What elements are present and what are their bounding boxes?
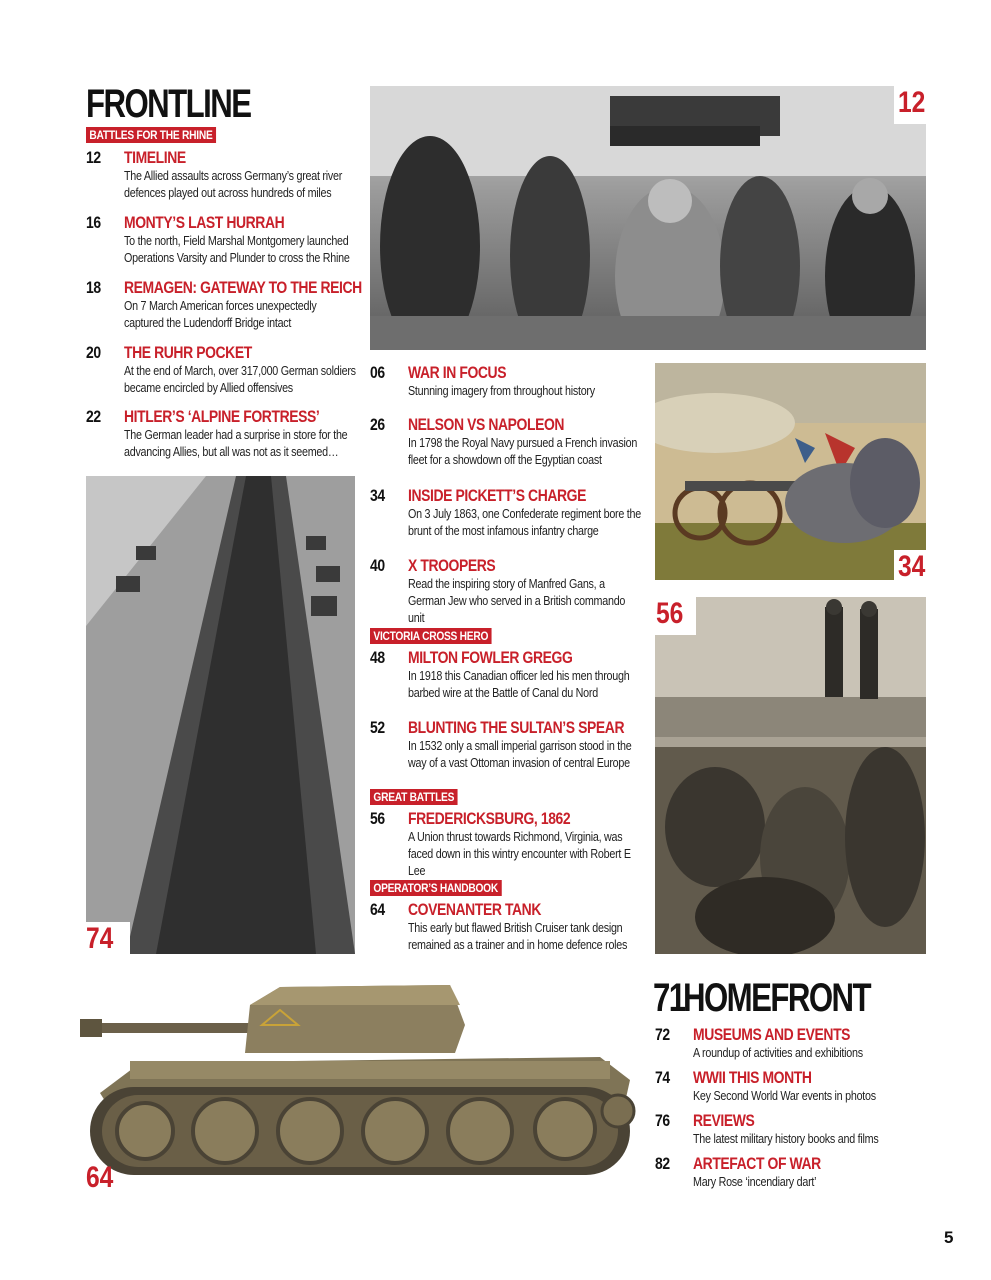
entry-page-number: 12 [86,148,101,167]
entry-title[interactable]: INSIDE PICKETT’S CHARGE [408,486,587,505]
victoria-cross-hero-tag: VICTORIA CROSS HERO [370,628,492,644]
toc-entry[interactable] [655,1025,935,1067]
entry-title[interactable]: REMAGEN: GATEWAY TO THE REICH [124,278,362,297]
entry-description: Key Second World War events in photos [693,1089,876,1103]
entry-page-number: 34 [370,486,385,505]
entry-title[interactable]: MILTON FOWLER GREGG [408,648,573,667]
entry-page-number: 48 [370,648,385,667]
toc-entry[interactable] [370,486,645,546]
entry-description: Stunning imagery from throughout history [408,384,595,398]
entry-page-number: 18 [86,278,101,297]
photo-badge [652,597,696,635]
fredericksburg-photo[interactable] [655,597,926,954]
entry-title[interactable]: FREDERICKSBURG, 1862 [408,809,571,828]
toc-entry[interactable] [86,343,366,403]
photo-page-number: 12 [898,86,926,119]
entry-title[interactable]: COVENANTER TANK [408,900,541,919]
entry-page-number: 52 [370,718,385,737]
toc-entry[interactable] [370,648,645,708]
entry-description: The latest military history books and films [693,1132,879,1146]
entry-title[interactable]: MONTY’S LAST HURRAH [124,213,285,232]
pickett-charge-painting[interactable] [655,363,926,583]
churchill-rhine-crossing-photo[interactable] [370,86,926,350]
photo-page-number: 56 [656,597,684,630]
entry-page-number: 26 [370,415,385,434]
toc-entry[interactable] [86,407,366,467]
toc-entry[interactable] [370,556,645,625]
entry-page-number: 16 [86,213,101,232]
entry-description: At the end of March, over 317,000 German soldiers became encircled by Allied offensives [124,364,356,395]
great-battles-tag: GREAT BATTLES [370,789,458,805]
entry-title[interactable]: THE RUHR POCKET [124,343,252,362]
entry-title[interactable]: HITLER’S ‘ALPINE FORTRESS’ [124,407,320,426]
entry-description: On 7 March American forces unexpectedly captured the Ludendorff Bridge intact [124,299,317,330]
toc-entry[interactable] [655,1111,935,1153]
entry-page-number: 64 [370,900,385,919]
entry-page-number: 76 [655,1111,670,1130]
entry-title[interactable]: BLUNTING THE SULTAN’S SPEAR [408,718,625,737]
entry-title[interactable]: ARTEFACT OF WAR [693,1154,821,1173]
frontline-title: FRONTLINE [86,82,251,126]
toc-entry[interactable] [370,363,645,405]
toc-entry[interactable] [86,278,366,338]
photo-page-number: 64 [86,1161,114,1194]
toc-entry[interactable] [370,809,645,878]
entry-description: To the north, Field Marshal Montgomery launched Operations Varsity and Plunder to cross the Rhine [124,234,350,265]
toc-entry[interactable] [370,718,645,778]
homefront-page-number: 71 [653,976,685,1020]
toc-entry[interactable] [86,148,366,208]
entry-title[interactable]: X TROOPERS [408,556,496,575]
battles-for-the-rhine-tag: BATTLES FOR THE RHINE [86,127,216,143]
entry-description: Mary Rose ‘incendiary dart’ [693,1175,817,1189]
photo-badge [894,86,932,124]
photo-badge [894,550,932,588]
page-number: 5 [944,1228,954,1247]
toc-entry[interactable] [86,213,366,273]
toc-entry[interactable] [370,900,645,960]
entry-description: A roundup of activities and exhibitions [693,1046,863,1060]
entry-title[interactable]: TIMELINE [124,148,186,167]
operators-handbook-tag: OPERATOR’S HANDBOOK [370,880,501,896]
entry-description: In 1918 this Canadian officer led his men through barbed wire at the Battle of Canal du Nord [408,669,630,700]
homefront-title: HOMEFRONT [683,976,871,1020]
entry-title[interactable]: WWII THIS MONTH [693,1068,812,1087]
entry-description: Read the inspiring story of Manfred Gans, a German Jew who served in a British commando unit [408,577,626,625]
entry-title[interactable]: REVIEWS [693,1111,755,1130]
covenanter-tank-illustration[interactable] [80,975,650,1185]
photo-page-number: 74 [86,922,114,955]
photo-page-number: 34 [898,550,926,583]
toc-entry[interactable] [655,1154,935,1196]
entry-description: On 3 July 1863, one Confederate regiment bore the brunt of the most infamous infantry charge [408,507,641,538]
entry-title[interactable]: WAR IN FOCUS [408,363,507,382]
entry-description: The Allied assaults across Germany’s great river defences played out across hundreds of miles [124,169,343,200]
entry-page-number: 40 [370,556,385,575]
prisoners-column-photo[interactable] [86,476,355,954]
entry-page-number: 20 [86,343,101,362]
entry-description: A Union thrust towards Richmond, Virginia, was faced down in this wintry encounter with Robert E Lee [408,830,631,878]
entry-description: In 1798 the Royal Navy pursued a French invasion fleet for a showdown off the Egyptian coast [408,436,638,467]
entry-description: This early but flawed British Cruiser tank design remained as a trainer and in home defence roles [408,921,628,952]
toc-entry[interactable] [655,1068,935,1110]
entry-description: In 1532 only a small imperial garrison stood in the way of a vast Ottoman invasion of central Europe [408,739,632,770]
entry-title[interactable]: MUSEUMS AND EVENTS [693,1025,851,1044]
toc-entry[interactable] [370,415,645,475]
entry-page-number: 74 [655,1068,670,1087]
entry-page-number: 56 [370,809,385,828]
entry-description: The German leader had a surprise in store for the advancing Allies, but all was not as it seemed… [124,428,348,459]
photo-badge [82,922,130,960]
entry-page-number: 06 [370,363,385,382]
entry-page-number: 72 [655,1025,670,1044]
entry-page-number: 22 [86,407,101,426]
entry-page-number: 82 [655,1154,670,1173]
entry-title[interactable]: NELSON VS NAPOLEON [408,415,565,434]
